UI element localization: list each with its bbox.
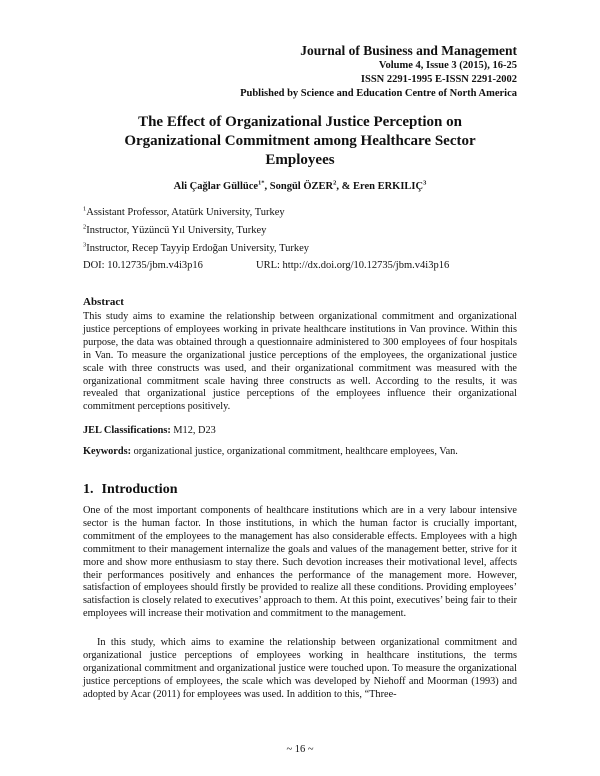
affiliation-text: Instructor, Yüzüncü Yıl University, Turkey	[86, 225, 267, 236]
abstract-text: This study aims to examine the relationship between organizational commitment and organizational justice perceptions of employees working in private healthcare institutions in Van province. Within this purpose, the data was obtained through a questionnaire administered to 300 employees of four hospitals in Van. To measure the organizational justice perceptions of the employees, the organizational justice scale with three constructs was used, and their organizational commitment was measured with the organizational commitment scale having three constructs as well. According to the results, it was revealed that organizational justice perceptions of the employees influence their organizational commitment perceptions positively.	[83, 311, 517, 413]
section-number: 1.	[83, 482, 94, 497]
author-list	[83, 180, 517, 194]
journal-issn: ISSN 2291-1995 E-ISSN 2291-2002	[360, 74, 517, 85]
journal-header	[240, 43, 517, 101]
author-name: Ali Çağlar Güllüce	[173, 181, 259, 192]
url-link[interactable]: URL: http://dx.doi.org/10.12735/jbm.v4i3p16	[256, 260, 450, 271]
keywords-value: organizational justice, organizational commitment, healthcare employees, Van.	[131, 446, 458, 457]
author-affil-sup: 2	[333, 179, 337, 187]
intro-paragraph: One of the most important components of healthcare institutions which are in a very labour intensive sector is the human factor. In those institutions, in which the human factor is crucially important, commitment of the employees to the management has also considerable effects. Employees with a high commitment to their management internalize the goals and values of the management better, strive for it more and show more enthusiasm to stay there. Such devotion increases their motivational level, affects their performances positively and enhances the performance of the management more. However, satisfaction of employees should firstly be provided to realize all these conditions. Providing employees’ satisfaction is closely related to executives’ approach to them. At this point, executives’ being fair to their employees will increase their motivation and commitment to the management.	[83, 505, 517, 620]
title-line: Employees	[265, 152, 335, 168]
abstract-heading: Abstract	[83, 296, 124, 308]
affiliation-sup: 1	[83, 205, 87, 213]
author-separator: , &	[336, 181, 353, 192]
affiliation-text: Instructor, Recep Tayyip Erdoğan University, Turkey	[86, 243, 310, 254]
author-affil-sup: 3	[423, 179, 427, 187]
author-separator: ,	[264, 181, 270, 192]
affiliation-sup: 3	[83, 241, 87, 249]
keywords-line	[83, 446, 517, 459]
doi-line	[83, 260, 517, 271]
author-name: Songül ÖZER	[269, 181, 334, 192]
section-title: Introduction	[101, 482, 178, 497]
intro-paragraph: In this study, which aims to examine the relationship between organizational commitment and organizational justice perceptions of employees working in healthcare institutions, the terms organizational commitment and organizational justice were touched upon. To measure the organizational justice perceptions of employees, the scale which was developed by Niehoff and Moorman (1993) and adopted by Acar (2011) for employees was used. In addition to this, “Three-	[83, 637, 517, 700]
affiliation-sup: 2	[83, 223, 87, 231]
jel-label: JEL Classifications:	[83, 425, 171, 436]
author-affil-sup: 1*	[258, 179, 265, 187]
doi-text: DOI: 10.12735/jbm.v4i3p16	[83, 260, 203, 271]
jel-line	[83, 425, 517, 438]
journal-volume: Volume 4, Issue 3 (2015), 16-25	[378, 60, 517, 71]
keywords-label: Keywords:	[83, 446, 132, 457]
jel-value: M12, D23	[170, 425, 216, 436]
title-line: Organizational Commitment among Healthcare Sector	[124, 133, 476, 149]
title-line: The Effect of Organizational Justice Perception on	[138, 114, 462, 130]
paper-title	[83, 113, 517, 170]
journal-name: Journal of Business and Management	[300, 43, 517, 58]
section-heading	[83, 482, 177, 498]
affiliation	[83, 206, 285, 220]
affiliation-text: Assistant Professor, Atatürk University, Turkey	[86, 207, 285, 218]
affiliation	[83, 242, 309, 256]
page-number: ~ 16 ~	[286, 744, 314, 755]
author-name: Eren ERKILIÇ	[352, 181, 424, 192]
journal-publisher: Published by Science and Education Centre of North America	[240, 88, 517, 99]
affiliation	[83, 224, 266, 238]
